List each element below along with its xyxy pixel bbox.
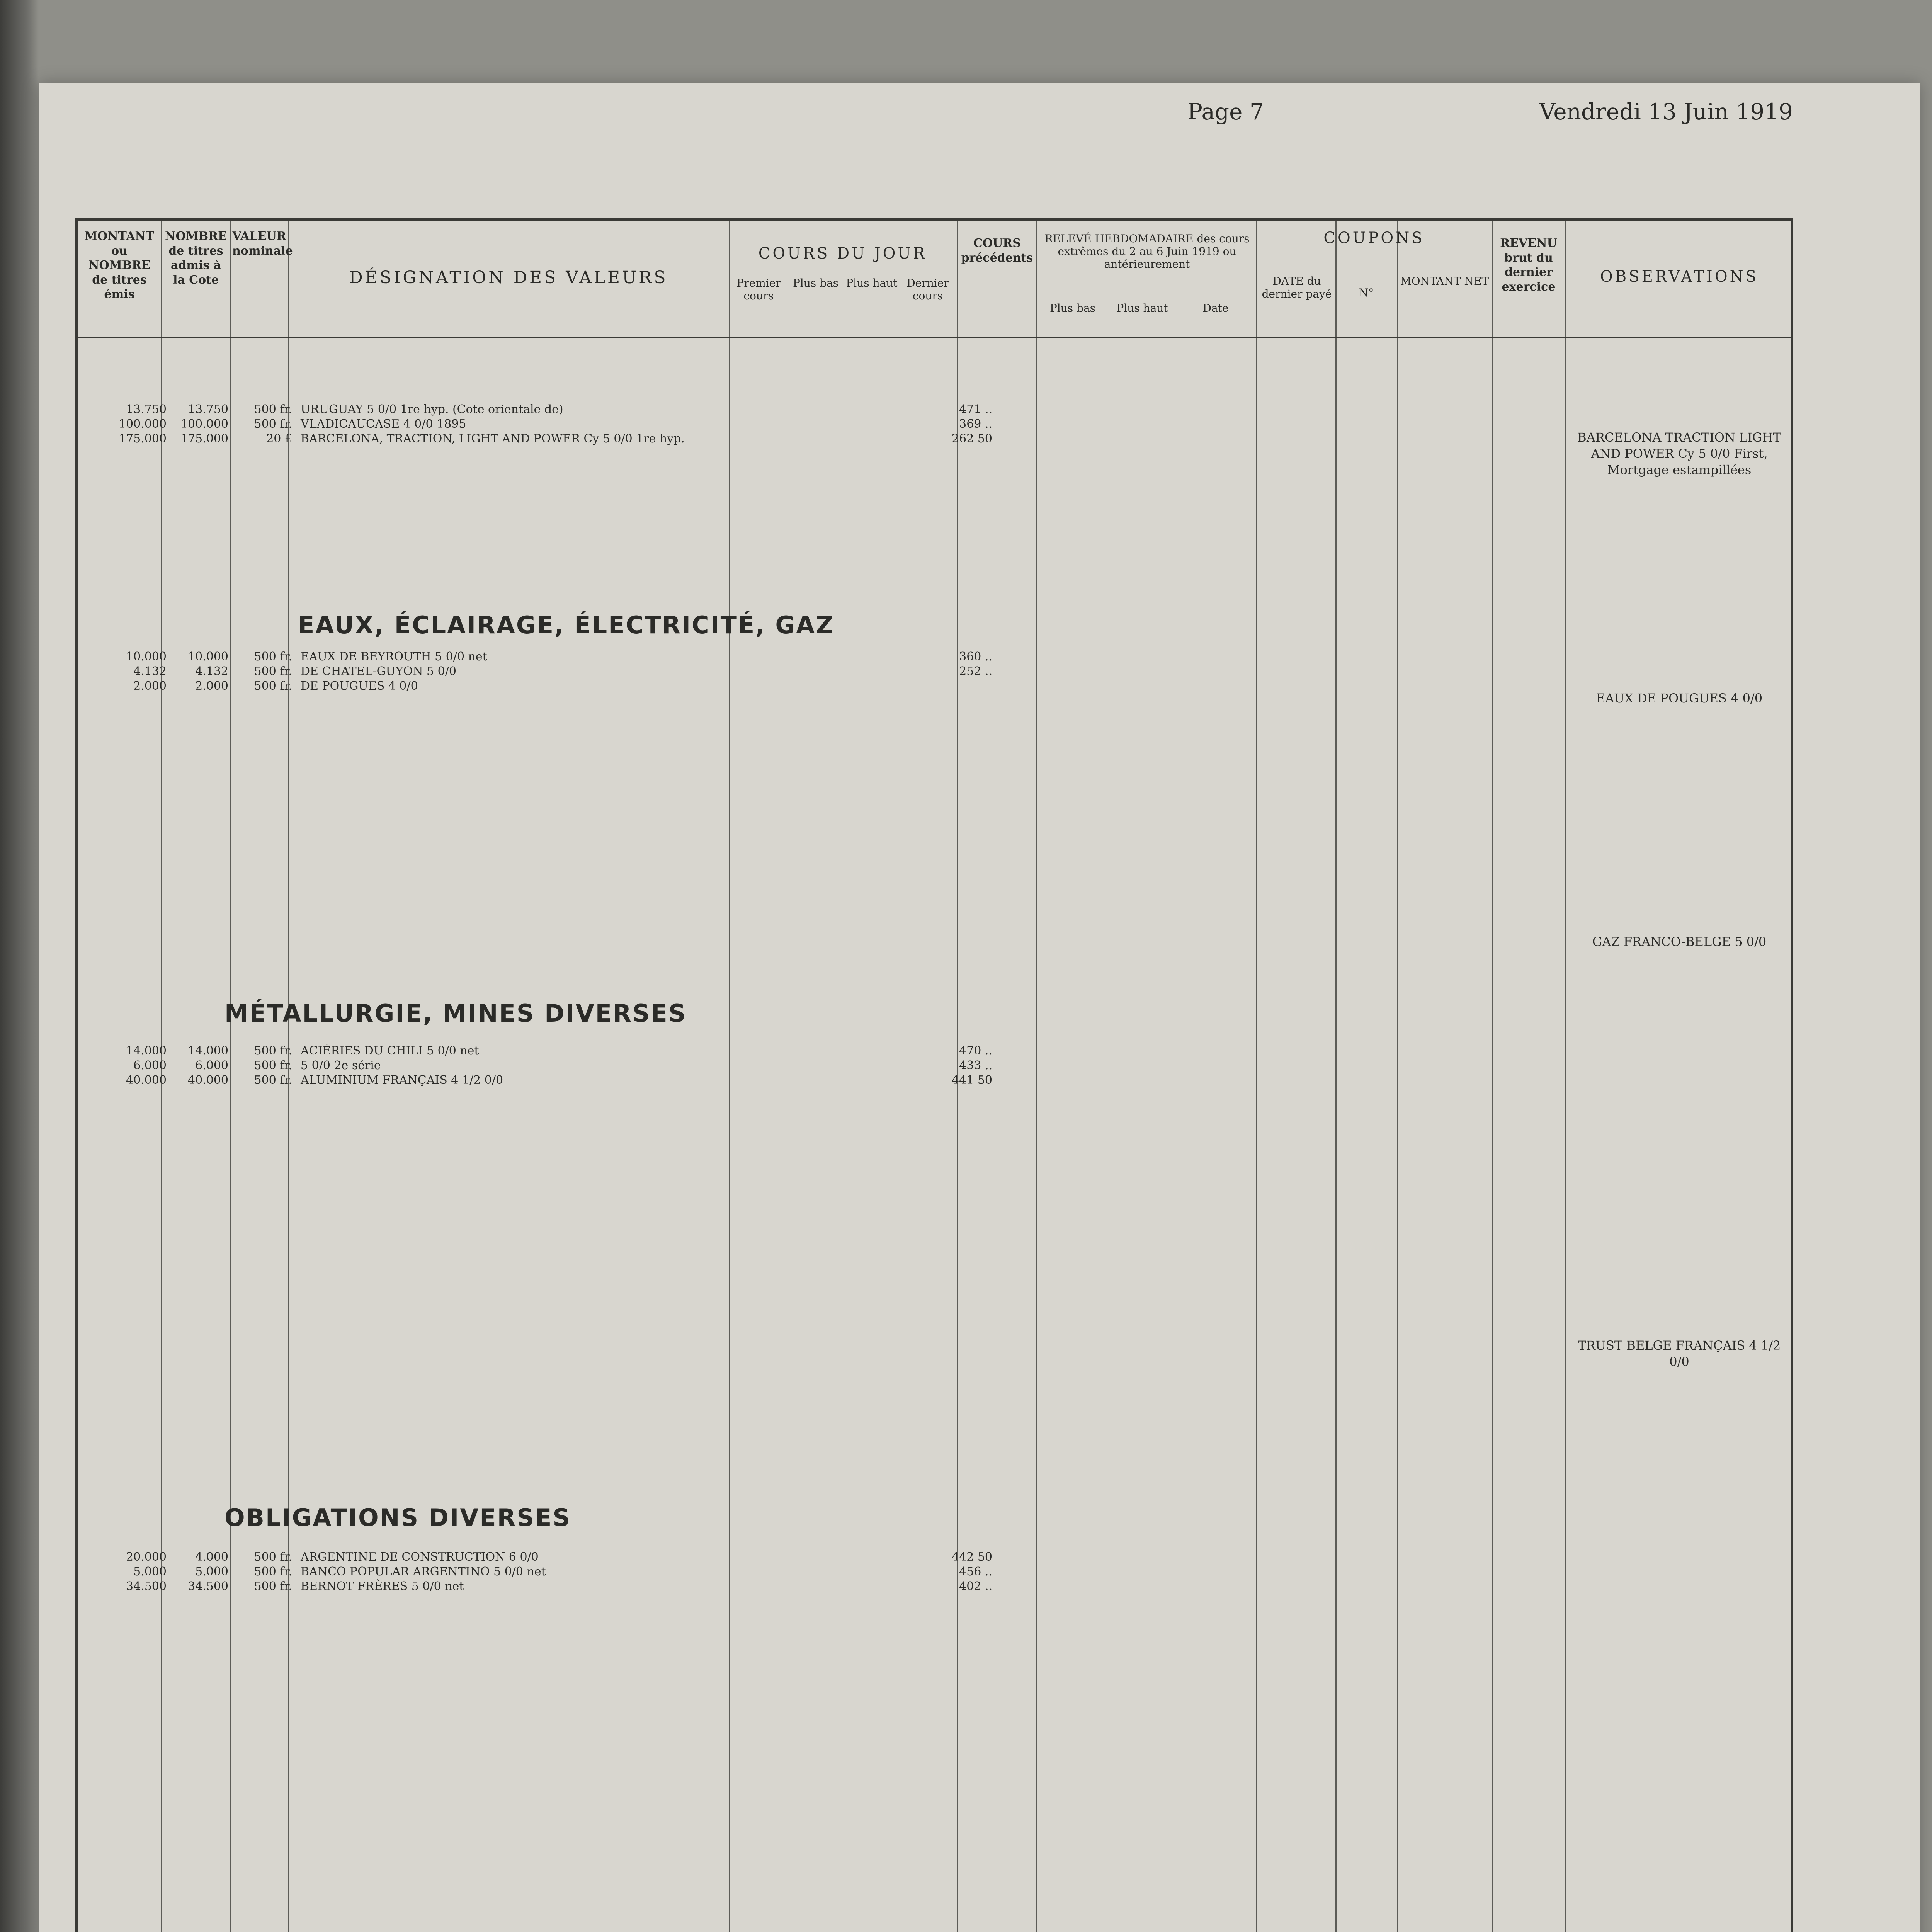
header-releve-haut: Plus haut [1116,302,1168,315]
header-revenu: REVENU brut du dernier exercice [1500,236,1557,294]
running-head [70,99,1793,125]
issue-date: Vendredi 13 Juin 1919 [1539,99,1793,125]
book-binding [0,0,39,1932]
column-rule [1397,221,1398,1932]
table-row: 6.000 6.000 500 fr. 5 0/0 2e série 433 .. [133,1059,992,1072]
header-observations: OBSERVATIONS [1600,268,1759,286]
table-row: 10.000 10.000 500 fr. EAUX DE BEYROUTH 5 0/0 net 360 .. [126,650,992,663]
table-header [78,221,1791,338]
header-numero: N° [1359,286,1374,299]
section-title-obligations: OBLIGATIONS DIVERSES [224,1503,571,1532]
rows-obligations [78,1550,992,1594]
header-cours-du-jour: COURS DU JOUR [758,245,927,262]
header-nombre: NOMBRE de titres admis à la Cote [165,230,227,287]
header-montant: MONTANT ou NOMBRE de titres émis [84,230,155,301]
header-plus-bas: Plus bas [793,277,839,289]
header-valeur: VALEUR nominale [232,230,293,258]
table-row: 34.500 34.500 500 fr. BERNOT FRÈRES 5 0/0 net 402 .. [126,1580,992,1593]
column-rule [1036,221,1037,1932]
table-row: 20.000 4.000 500 fr. ARGENTINE DE CONSTRUCTION 6 0/0 442 50 [126,1550,992,1564]
column-rule [1565,221,1566,1932]
section-title-metallurgie: MÉTALLURGIE, MINES DIVERSES [224,999,687,1027]
table-row: 175.000 175.000 20 £ BARCELONA, TRACTION, LIGHT AND POWER Cy 5 0/0 1re hyp. 262 50 [118,432,992,446]
table-row: 13.750 13.750 500 fr. URUGUAY 5 0/0 1re hyp. (Cote orientale de) 471 .. [126,403,992,416]
header-cours-precedents: COURS précédents [961,236,1033,265]
header-releve-date: Date [1202,302,1229,315]
column-rule [1335,221,1337,1932]
rows-eaux [78,650,992,694]
table-row: 2.000 2.000 500 fr. DE POUGUES 4 0/0 [133,679,418,693]
rows-metallurgie [78,1044,992,1088]
header-plus-haut: Plus haut [846,277,898,289]
observation-barcelona: BARCELONA TRACTION LIGHT AND POWER Cy 5 0/0 First, Mortgage estampillées [1577,430,1781,477]
page-number: Page 7 [1187,99,1264,125]
header-coupons: COUPONS [1323,229,1425,247]
quotation-table [75,218,1793,1932]
header-releve-bas: Plus bas [1049,302,1096,315]
header-designation: DÉSIGNATION DES VALEURS [349,268,668,287]
header-dernier: Dernier cours [906,277,949,302]
table-row: 4.132 4.132 500 fr. DE CHATEL-GUYON 5 0/0 252 .. [133,665,992,678]
observation-trust: TRUST BELGE FRANÇAIS 4 1/2 0/0 [1578,1338,1781,1369]
table-row: 5.000 5.000 500 fr. BANCO POPULAR ARGENTINO 5 0/0 net 456 .. [133,1565,992,1578]
header-montant-net: MONTANT NET [1400,275,1489,287]
table-row: 40.000 40.000 500 fr. ALUMINIUM FRANÇAIS 4 1/2 0/0 441 50 [126,1073,992,1087]
header-releve: RELEVÉ HEBDOMADAIRE des cours extrêmes du 2 au 6 Juin 1919 ou antérieurement [1044,232,1250,270]
column-rule [1492,221,1493,1932]
observation-pougues: EAUX DE POUGUES 4 0/0 [1596,691,1763,706]
column-rule [1256,221,1257,1932]
table-row: 14.000 14.000 500 fr. ACIÉRIES DU CHILI 5 0/0 net 470 .. [126,1044,992,1058]
observation-gaz: GAZ FRANCO-BELGE 5 0/0 [1592,934,1767,949]
header-premier: Premier cours [736,277,781,302]
header-date-dernier: DATE du dernier payé [1262,275,1332,300]
table-row: 100.000 100.000 500 fr. VLADICAUCASE 4 0/0 1895 369 .. [118,417,992,431]
section-title-eaux: EAUX, ÉCLAIRAGE, ÉLECTRICITÉ, GAZ [298,611,835,639]
rows-transports [78,402,992,446]
